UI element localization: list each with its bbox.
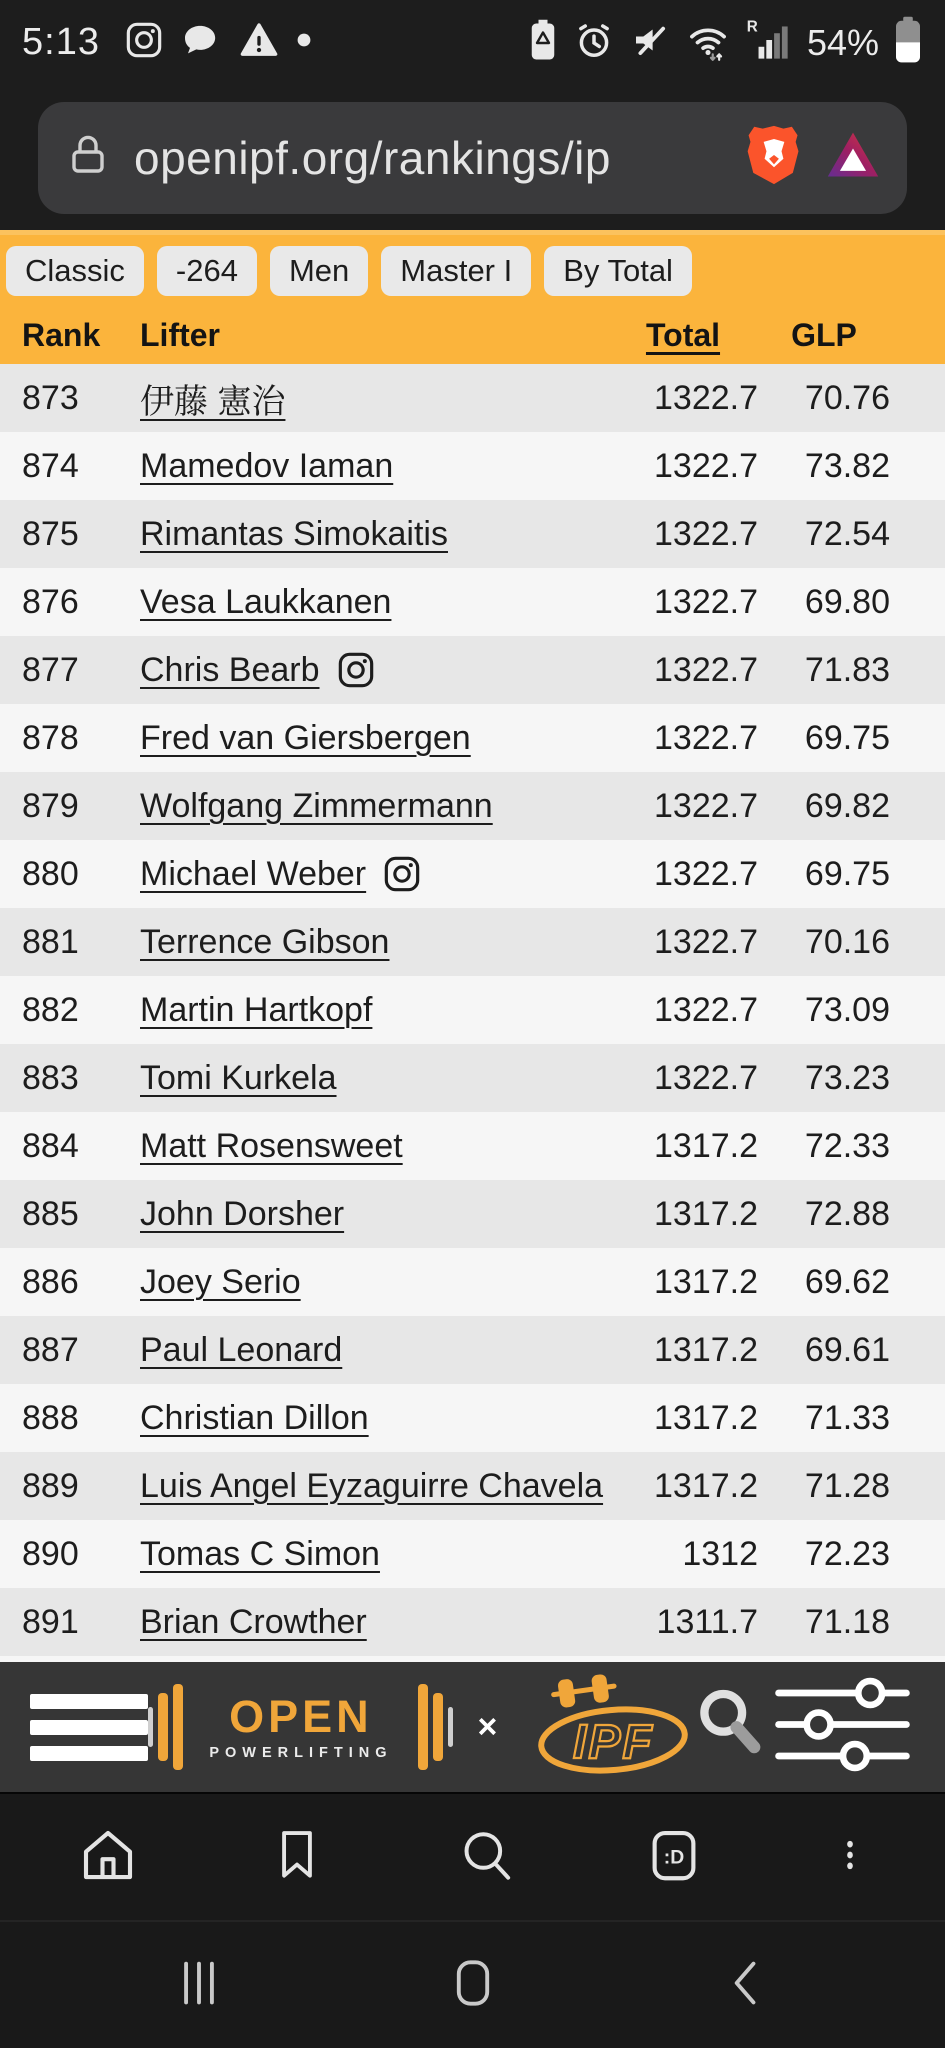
lifter-link[interactable]: Christian Dillon [140, 1398, 369, 1437]
total-cell: 1322.7 [654, 786, 758, 825]
rank-cell: 874 [22, 446, 79, 485]
glp-cell: 72.33 [804, 1126, 890, 1165]
table-header [0, 306, 945, 364]
total-cell: 1322.7 [654, 854, 758, 893]
table-row [0, 908, 945, 976]
glp-cell: 69.62 [804, 1262, 890, 1301]
lifter-cell [120, 1467, 608, 1506]
total-cell: 1312 [682, 1534, 758, 1573]
table-row [0, 1248, 945, 1316]
lifter-link[interactable]: Tomi Kurkela [140, 1058, 337, 1097]
logo-separator: × [477, 1707, 498, 1746]
filter-chip-0[interactable]: Classic [6, 246, 144, 296]
lifter-link[interactable]: Brian Crowther [140, 1602, 367, 1641]
total-cell: 1322.7 [654, 378, 758, 417]
rank-cell: 888 [22, 1398, 79, 1437]
lifter-link[interactable]: Tomas C Simon [140, 1534, 380, 1573]
openpowerlifting-logo: OPEN POWERLIFTING [209, 1690, 393, 1761]
lifter-link[interactable]: Chris Bearb [140, 650, 320, 689]
lifter-cell [120, 1603, 608, 1642]
svg-text:R: R [746, 18, 758, 36]
glp-cell: 69.75 [804, 718, 890, 757]
lifter-cell [120, 583, 608, 622]
lifter-link[interactable]: Michael Weber [140, 854, 367, 893]
notification-dot [296, 32, 312, 53]
total-cell: 1317.2 [654, 1262, 758, 1301]
glp-cell: 69.75 [804, 854, 890, 893]
total-cell: 1322.7 [654, 1058, 758, 1097]
svg-text:IPF: IPF [573, 1716, 655, 1769]
table-row [0, 1112, 945, 1180]
lifter-cell [120, 1331, 608, 1370]
filter-chip-3[interactable]: Master I [381, 246, 531, 296]
lifter-cell [120, 854, 608, 894]
instagram-icon[interactable] [336, 650, 376, 690]
barbell-left-plates [148, 1684, 183, 1770]
alarm-icon [573, 19, 615, 66]
url-bar[interactable] [38, 102, 907, 214]
table-row [0, 1520, 945, 1588]
rank-cell: 877 [22, 650, 79, 689]
home-icon[interactable] [442, 1952, 504, 2019]
rank-cell: 878 [22, 718, 79, 757]
lifter-cell [120, 1127, 608, 1166]
instagram-icon[interactable] [382, 854, 422, 894]
site-logo[interactable] [148, 1672, 691, 1782]
total-cell: 1317.2 [654, 1466, 758, 1505]
site-footer-bar [0, 1662, 945, 1792]
rank-cell: 889 [22, 1466, 79, 1505]
chat-notification-icon [180, 20, 222, 65]
brave-icon[interactable] [745, 123, 803, 192]
lifter-cell [120, 1059, 608, 1098]
filter-chip-2[interactable]: Men [270, 246, 368, 296]
total-cell: 1322.7 [654, 514, 758, 553]
filter-chip-4[interactable]: By Total [544, 246, 692, 296]
table-row [0, 1452, 945, 1520]
table-row [0, 1588, 945, 1656]
lifter-cell [120, 374, 608, 423]
ipf-logo [521, 1672, 691, 1782]
total-cell: 1322.7 [654, 582, 758, 621]
android-nav-bar [0, 1920, 945, 2048]
status-bar [0, 0, 945, 85]
rank-cell: 883 [22, 1058, 79, 1097]
total-cell: 1317.2 [654, 1194, 758, 1233]
rank-cell: 885 [22, 1194, 79, 1233]
table-row [0, 1180, 945, 1248]
lifter-cell [120, 991, 608, 1030]
table-row [0, 840, 945, 908]
battery-saver-icon [527, 19, 559, 66]
header-total[interactable]: Total [645, 316, 721, 353]
header-lifter[interactable]: Lifter [140, 316, 220, 353]
lifter-cell [120, 1263, 608, 1302]
table-row [0, 500, 945, 568]
wifi-icon [685, 18, 731, 67]
rank-cell: 882 [22, 990, 79, 1029]
filter-sliders-icon[interactable] [770, 1672, 915, 1782]
glp-cell: 70.76 [804, 378, 890, 417]
lifter-link[interactable]: Vesa Laukkanen [140, 582, 392, 621]
table-row [0, 364, 945, 432]
glp-cell: 72.88 [804, 1194, 890, 1233]
total-cell: 1317.2 [654, 1398, 758, 1437]
rank-cell: 891 [22, 1602, 79, 1641]
total-cell: 1311.7 [656, 1602, 758, 1641]
url-text[interactable]: openipf.org/rankings/ip [134, 131, 611, 184]
lifter-link[interactable]: 伊藤 憲治 [140, 382, 286, 421]
table-row [0, 704, 945, 772]
header-rank[interactable]: Rank [22, 316, 101, 353]
mute-icon [629, 19, 671, 66]
total-cell: 1322.7 [654, 718, 758, 757]
back-icon[interactable] [716, 1952, 778, 2019]
lock-icon[interactable] [64, 131, 112, 184]
lifter-cell [120, 650, 608, 690]
lifter-cell [120, 447, 608, 486]
table-row [0, 636, 945, 704]
rank-cell: 887 [22, 1330, 79, 1369]
recents-icon[interactable] [168, 1952, 230, 2019]
svg-text::D: :D [663, 1845, 684, 1868]
search-icon[interactable] [454, 1822, 518, 1893]
lifter-link[interactable]: Luis Angel Eyzaguirre Chavela [140, 1466, 604, 1505]
table-row [0, 568, 945, 636]
rank-cell: 879 [22, 786, 79, 825]
glp-cell: 71.33 [804, 1398, 890, 1437]
overflow-menu-icon[interactable] [830, 1822, 870, 1893]
table-row [0, 1384, 945, 1452]
browser-nav-bar [0, 1792, 945, 1920]
lifter-link[interactable]: Martin Hartkopf [140, 990, 373, 1029]
rank-cell: 890 [22, 1534, 79, 1573]
home-icon[interactable] [75, 1822, 141, 1893]
glp-cell: 72.54 [804, 514, 890, 553]
bat-icon[interactable] [825, 129, 881, 186]
total-cell: 1322.7 [654, 990, 758, 1029]
lifter-cell [120, 1535, 608, 1574]
lifter-cell [120, 787, 608, 826]
total-cell: 1322.7 [654, 650, 758, 689]
rank-cell: 876 [22, 582, 79, 621]
glp-cell: 70.16 [804, 922, 890, 961]
signal-icon [745, 18, 789, 67]
lifter-link[interactable]: Matt Rosensweet [140, 1126, 403, 1165]
filter-chip-1[interactable]: -264 [157, 246, 257, 296]
lifter-cell [120, 1399, 608, 1438]
lifter-link[interactable]: Wolfgang Zimmermann [140, 786, 493, 825]
glp-cell: 69.82 [804, 786, 890, 825]
rankings-table-body [0, 364, 945, 1656]
table-row [0, 1316, 945, 1384]
lifter-cell [120, 1195, 608, 1234]
browser-chrome [0, 85, 945, 230]
glp-cell: 69.61 [804, 1330, 890, 1369]
rank-cell: 875 [22, 514, 79, 553]
instagram-notification-icon [124, 20, 164, 65]
lifter-link[interactable]: Terrence Gibson [140, 922, 390, 961]
menu-icon[interactable] [30, 1694, 148, 1761]
table-row [0, 432, 945, 500]
rank-cell: 881 [22, 922, 79, 961]
glp-cell: 72.23 [804, 1534, 890, 1573]
glp-cell: 71.18 [804, 1602, 890, 1641]
search-icon[interactable] [692, 1684, 770, 1771]
lifter-link[interactable]: Paul Leonard [140, 1330, 343, 1369]
glp-cell: 73.23 [804, 1058, 890, 1097]
glp-cell: 73.09 [804, 990, 890, 1029]
header-glp[interactable]: GLP [791, 316, 857, 353]
total-cell: 1317.2 [654, 1330, 758, 1369]
rank-cell: 884 [22, 1126, 79, 1165]
clock: 5:13 [22, 21, 100, 63]
table-row [0, 976, 945, 1044]
battery-percent: 54% [806, 21, 879, 63]
lifter-cell [120, 923, 608, 962]
battery-icon [893, 16, 923, 69]
total-cell: 1317.2 [654, 1126, 758, 1165]
lifter-link[interactable]: Rimantas Simokaitis [140, 514, 448, 553]
warning-notification-icon [238, 20, 280, 65]
barbell-right-plates [418, 1684, 453, 1770]
glp-cell: 69.80 [804, 582, 890, 621]
lifter-link[interactable]: Fred van Giersbergen [140, 718, 471, 757]
tabs-icon[interactable] [643, 1822, 705, 1893]
rank-cell: 880 [22, 854, 79, 893]
lifter-link[interactable]: John Dorsher [140, 1194, 345, 1233]
glp-cell: 73.82 [804, 446, 890, 485]
rank-cell: 873 [22, 378, 79, 417]
bookmark-icon[interactable] [266, 1822, 328, 1893]
table-row [0, 1044, 945, 1112]
lifter-link[interactable]: Mamedov Iaman [140, 446, 394, 485]
filter-bar [0, 230, 945, 306]
lifter-link[interactable]: Joey Serio [140, 1262, 301, 1301]
total-cell: 1322.7 [654, 922, 758, 961]
lifter-cell [120, 515, 608, 554]
table-row [0, 772, 945, 840]
total-cell: 1322.7 [654, 446, 758, 485]
glp-cell: 71.83 [804, 650, 890, 689]
glp-cell: 71.28 [804, 1466, 890, 1505]
lifter-cell [120, 719, 608, 758]
rank-cell: 886 [22, 1262, 79, 1301]
